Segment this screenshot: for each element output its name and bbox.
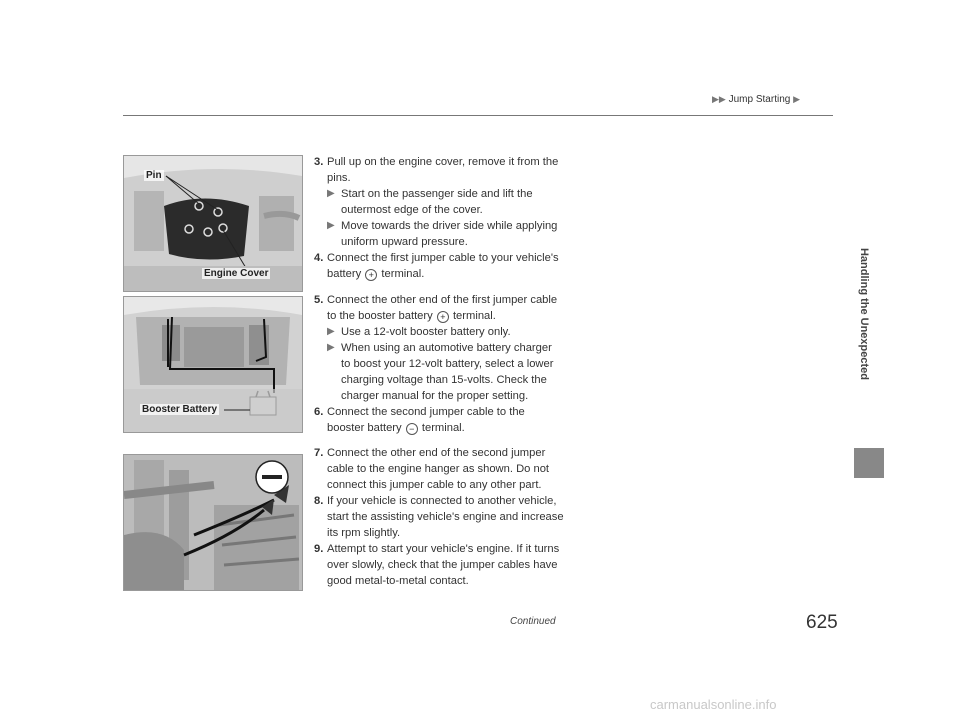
breadcrumb-item: Jump Starting bbox=[728, 94, 791, 105]
section-title: Handling the Unexpected bbox=[858, 247, 870, 381]
step-3-sub-2: ▶ Move towards the driver side while applying uniform upward pressure. bbox=[327, 220, 558, 248]
minus-terminal-icon: − bbox=[406, 423, 418, 435]
step-5: 5. Connect the other end of the first jumper cable to the booster battery + terminal. bbox=[314, 294, 558, 322]
pin-label: Pin bbox=[146, 170, 162, 181]
arrow-icon: ▶ bbox=[327, 188, 335, 199]
step-6: 6. Connect the second jumper cable to the booster battery − terminal. bbox=[314, 406, 525, 434]
page-number: 625 bbox=[806, 612, 838, 633]
watermark: carmanualsonline.info bbox=[650, 697, 777, 712]
step-4: 4. Connect the first jumper cable to your vehicle's battery + terminal. bbox=[314, 252, 559, 280]
arrow-icon: ▶ bbox=[327, 326, 335, 337]
step-5-sub-2: ▶ When using an automotive battery charger to boost your 12-volt battery, select a lower charging voltage than 15-volts. Check the charger manual for the proper setting. bbox=[327, 342, 554, 402]
plus-terminal-icon: + bbox=[365, 269, 377, 281]
section-tab-marker bbox=[854, 448, 884, 478]
engine-hanger-figure bbox=[123, 454, 303, 591]
engine-cover-figure bbox=[123, 155, 303, 292]
plus-terminal-icon: + bbox=[437, 311, 449, 323]
breadcrumb bbox=[712, 94, 800, 105]
breadcrumb-arrow-icon: ▶▶ bbox=[712, 94, 726, 104]
arrow-icon: ▶ bbox=[327, 220, 335, 231]
section-tab bbox=[842, 180, 872, 460]
continued-label: Continued bbox=[510, 616, 556, 627]
arrow-icon: ▶ bbox=[327, 342, 335, 353]
booster-battery-figure bbox=[123, 296, 303, 433]
instruction-steps bbox=[314, 154, 564, 589]
header-rule bbox=[123, 115, 833, 116]
engine-cover-label: Engine Cover bbox=[204, 268, 269, 279]
booster-battery-label: Booster Battery bbox=[142, 404, 218, 415]
step-7: 7. Connect the other end of the second jumper cable to the engine hanger as shown. Do not connect this jumper cable to any other part. bbox=[314, 447, 550, 491]
step-9: 9. Attempt to start your vehicle's engine. If it turns over slowly, check that the jumper cables have good metal-to-metal contact. bbox=[314, 543, 560, 587]
step-3: 3. Pull up on the engine cover, remove it from the pins. bbox=[314, 156, 559, 184]
step-3-sub-1: ▶ Start on the passenger side and lift the outermost edge of the cover. bbox=[327, 188, 533, 216]
breadcrumb-arrow-icon: ▶ bbox=[793, 94, 801, 104]
step-8: 8. If your vehicle is connected to another vehicle, start the assisting vehicle's engine and increase its rpm slightly. bbox=[314, 495, 564, 539]
step-5-sub-1: ▶ Use a 12-volt booster battery only. bbox=[327, 326, 511, 338]
